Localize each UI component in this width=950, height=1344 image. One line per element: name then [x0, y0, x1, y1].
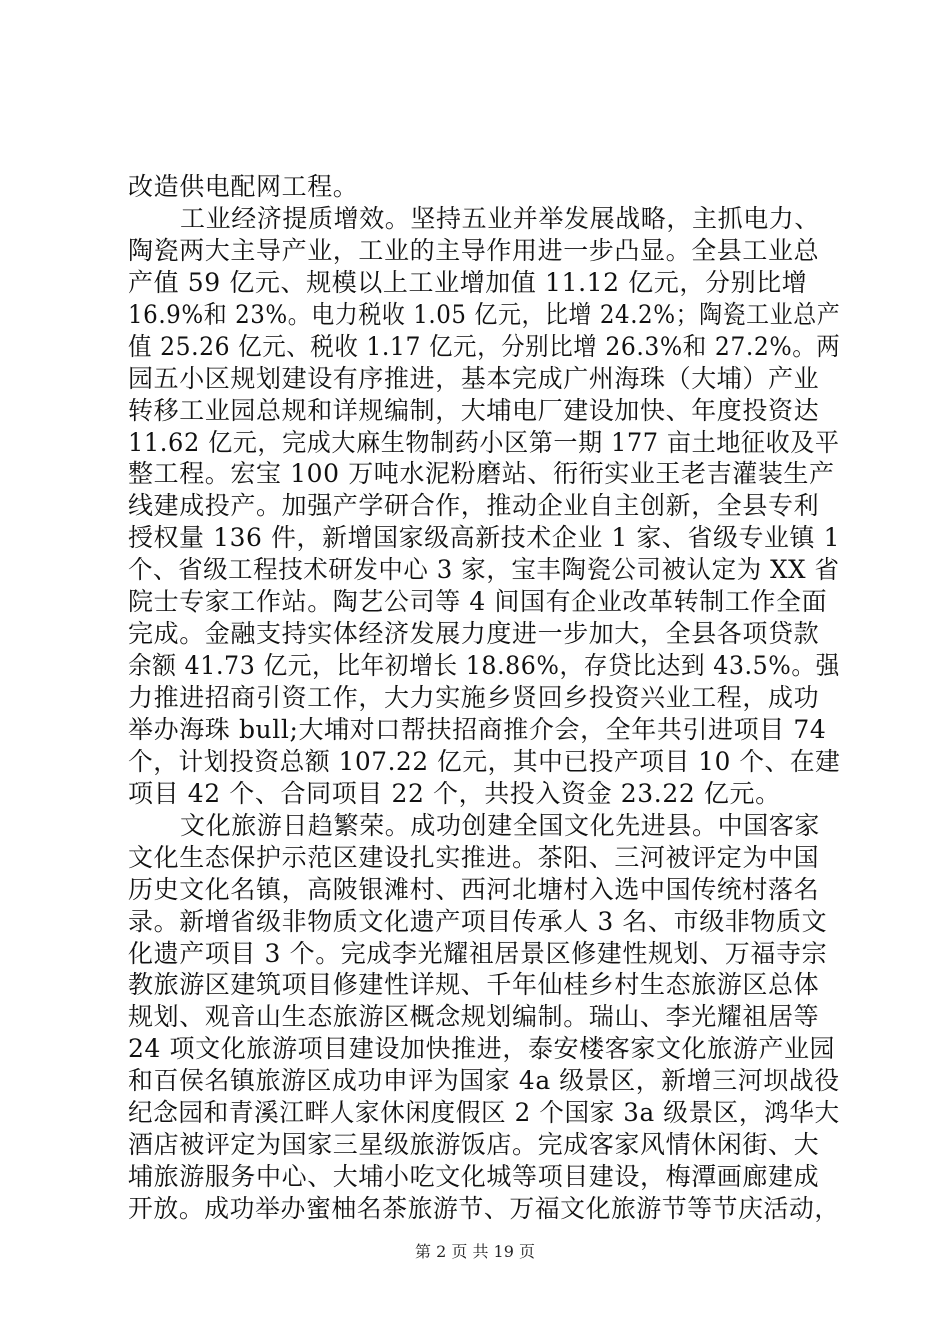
text-line: 酒店被评定为国家三星级旅游饭店。完成客家风情休闲街、大 [128, 1130, 820, 1159]
text-line: 举办海珠 bull;大埔对口帮扶招商推介会，全年共引进项目 74 [128, 715, 827, 744]
text-line: 24 项文化旅游项目建设加快推进，泰安楼客家文化旅游产业园 [128, 1034, 836, 1063]
text-line: 文化生态保护示范区建设扎实推进。茶阳、三河被评定为中国 [128, 843, 820, 872]
text-line: 改造供电配网工程。 [128, 172, 359, 201]
page-number-footer: 第 2 页 共 19 页 [415, 1242, 535, 1261]
text-line: 产值 59 亿元、规模以上工业增加值 11.12 亿元，分别比增 [128, 268, 808, 297]
text-line: 纪念园和青溪江畔人家休闲度假区 2 个国家 3a 级景区，鸿华大 [128, 1098, 840, 1127]
text-line: 16.9%和 23%。电力税收 1.05 亿元，比增 24.2%；陶瓷工业总产 [128, 300, 841, 329]
text-line: 规划、观音山生态旅游区概念规划编制。瑞山、李光耀祖居等 [128, 1002, 820, 1031]
text-line: 陶瓷两大主导产业，工业的主导作用进一步凸显。全县工业总 [128, 236, 820, 265]
text-line: 园五小区规划建设有序推进，基本完成广州海珠（大埔）产业 [128, 364, 820, 393]
paragraph-start-line: 文化旅游日趋繁荣。成功创建全国文化先进县。中国客家 [180, 811, 821, 840]
text-line: 教旅游区建筑项目修建性详规、千年仙桂乡村生态旅游区总体 [128, 970, 820, 999]
text-line: 完成。金融支持实体经济发展力度进一步加大，全县各项贷款 [128, 619, 820, 648]
text-line: 埔旅游服务中心、大埔小吃文化城等项目建设，梅潭画廊建成 [128, 1162, 820, 1191]
text-line: 个、省级工程技术研发中心 3 家，宝丰陶瓷公司被认定为 XX 省 [128, 555, 840, 584]
paragraph-start-line: 工业经济提质增效。坚持五业并举发展战略，主抓电力、 [180, 204, 821, 233]
text-line: 线建成投产。加强产学研合作，推动企业自主创新，全县专利 [128, 491, 820, 520]
text-line: 院士专家工作站。陶艺公司等 4 间国有企业改革转制工作全面 [128, 587, 828, 616]
text-line: 值 25.26 亿元、税收 1.17 亿元，分别比增 26.3%和 27.2%。两 [128, 332, 841, 361]
text-line: 转移工业园总规和详规编制，大埔电厂建设加快、年度投资达 [128, 396, 820, 425]
text-line: 力推进招商引资工作，大力实施乡贤回乡投资兴业工程，成功 [128, 683, 820, 712]
text-line: 余额 41.73 亿元，比年初增长 18.86%，存贷比达到 43.5%。强 [128, 651, 840, 680]
text-line: 授权量 136 件，新增国家级高新技术企业 1 家、省级专业镇 1 [128, 523, 841, 552]
text-line: 录。新增省级非物质文化遗产项目传承人 3 名、市级非物质文 [128, 907, 828, 936]
text-line: 整工程。宏宝 100 万吨水泥粉磨站、衎衎实业王老吉灌装生产 [128, 459, 835, 488]
text-line: 开放。成功举办蜜柚名茶旅游节、万福文化旅游节等节庆活动， [128, 1194, 840, 1223]
text-line: 和百侯名镇旅游区成功申评为国家 4a 级景区，新增三河坝战役 [128, 1066, 840, 1095]
text-line: 项目 42 个、合同项目 22 个，共投入资金 23.22 亿元。 [128, 779, 781, 808]
text-line: 历史文化名镇，高陂银滩村、西河北塘村入选中国传统村落名 [128, 875, 820, 904]
text-line: 11.62 亿元，完成大麻生物制药小区第一期 177 亩土地征收及平 [128, 428, 840, 457]
text-line: 个，计划投资总额 107.22 亿元，其中已投产项目 10 个、在建 [128, 747, 841, 776]
text-line: 化遗产项目 3 个。完成李光耀祖居景区修建性规划、万福寺宗 [128, 939, 828, 968]
